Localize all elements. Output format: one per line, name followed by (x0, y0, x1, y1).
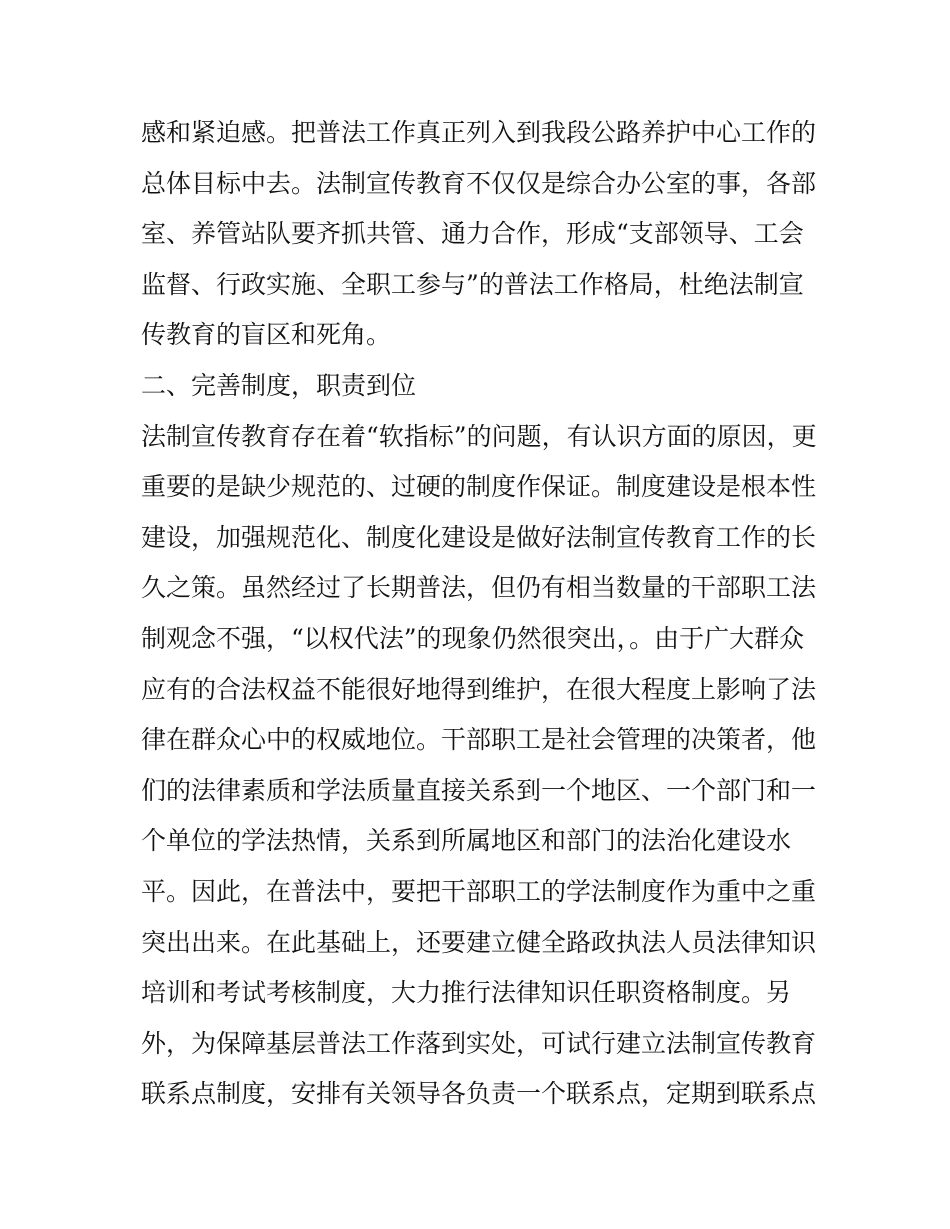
text-line: 总体目标中去。法制宣传教育不仅仅是综合办公室的事，各部 (141, 168, 817, 198)
text-line: 感和紧迫感。把普法工作真正列入到我段公路养护中心工作的 (141, 118, 817, 147)
text-line: 外，为保障基层普法工作落到实处，可试行建立法制宣传教育 (141, 1028, 817, 1058)
text-line: 监督、行政实施、全职工参与”的普法工作格局，杜绝法制宣 (141, 269, 804, 299)
text-line: 室、养管站队要齐抓共管、通力合作，形成“支部领导、工会 (141, 219, 804, 249)
document-body (141, 108, 821, 1120)
text-line: 重要的是缺少规范的、过硬的制度作保证。制度建设是根本性 (141, 472, 817, 502)
text-line: 们的法律素质和学法质量直接关系到一个地区、一个部门和一 (141, 775, 817, 805)
text-line: 培训和考试考核制度，大力推行法律知识任职资格制度。另 (141, 978, 792, 1008)
text-line: 律在群众心中的权威地位。干部职工是社会管理的决策者，他 (141, 725, 817, 755)
text-line: 建设，加强规范化、制度化建设是做好法制宣传教育工作的长 (141, 522, 817, 552)
text-line: 法制宣传教育存在着“软指标”的问题，有认识方面的原因，更 (141, 421, 817, 451)
text-line: 应有的合法权益不能很好地得到维护，在很大程度上影响了法 (141, 674, 817, 704)
text-line: 突出出来。在此基础上，还要建立健全路政执法人员法律知识 (141, 927, 817, 957)
text-line: 制观念不强，“以权代法”的现象仍然很突出，。由于广大群众 (141, 623, 805, 653)
text-line: 联系点制度，安排有关领导各负责一个联系点，定期到联系点 (141, 1079, 817, 1109)
text-line: 个单位的学法热情，关系到所属地区和部门的法治化建设水 (141, 826, 792, 856)
text-line: 平。因此，在普法中，要把干部职工的学法制度作为重中之重 (141, 876, 817, 906)
text-line: 传教育的盲区和死角。 (141, 320, 392, 350)
section-heading: 二、完善制度，职责到位 (141, 370, 417, 400)
text-line: 久之策。虽然经过了长期普法，但仍有相当数量的干部职工法 (141, 573, 817, 603)
